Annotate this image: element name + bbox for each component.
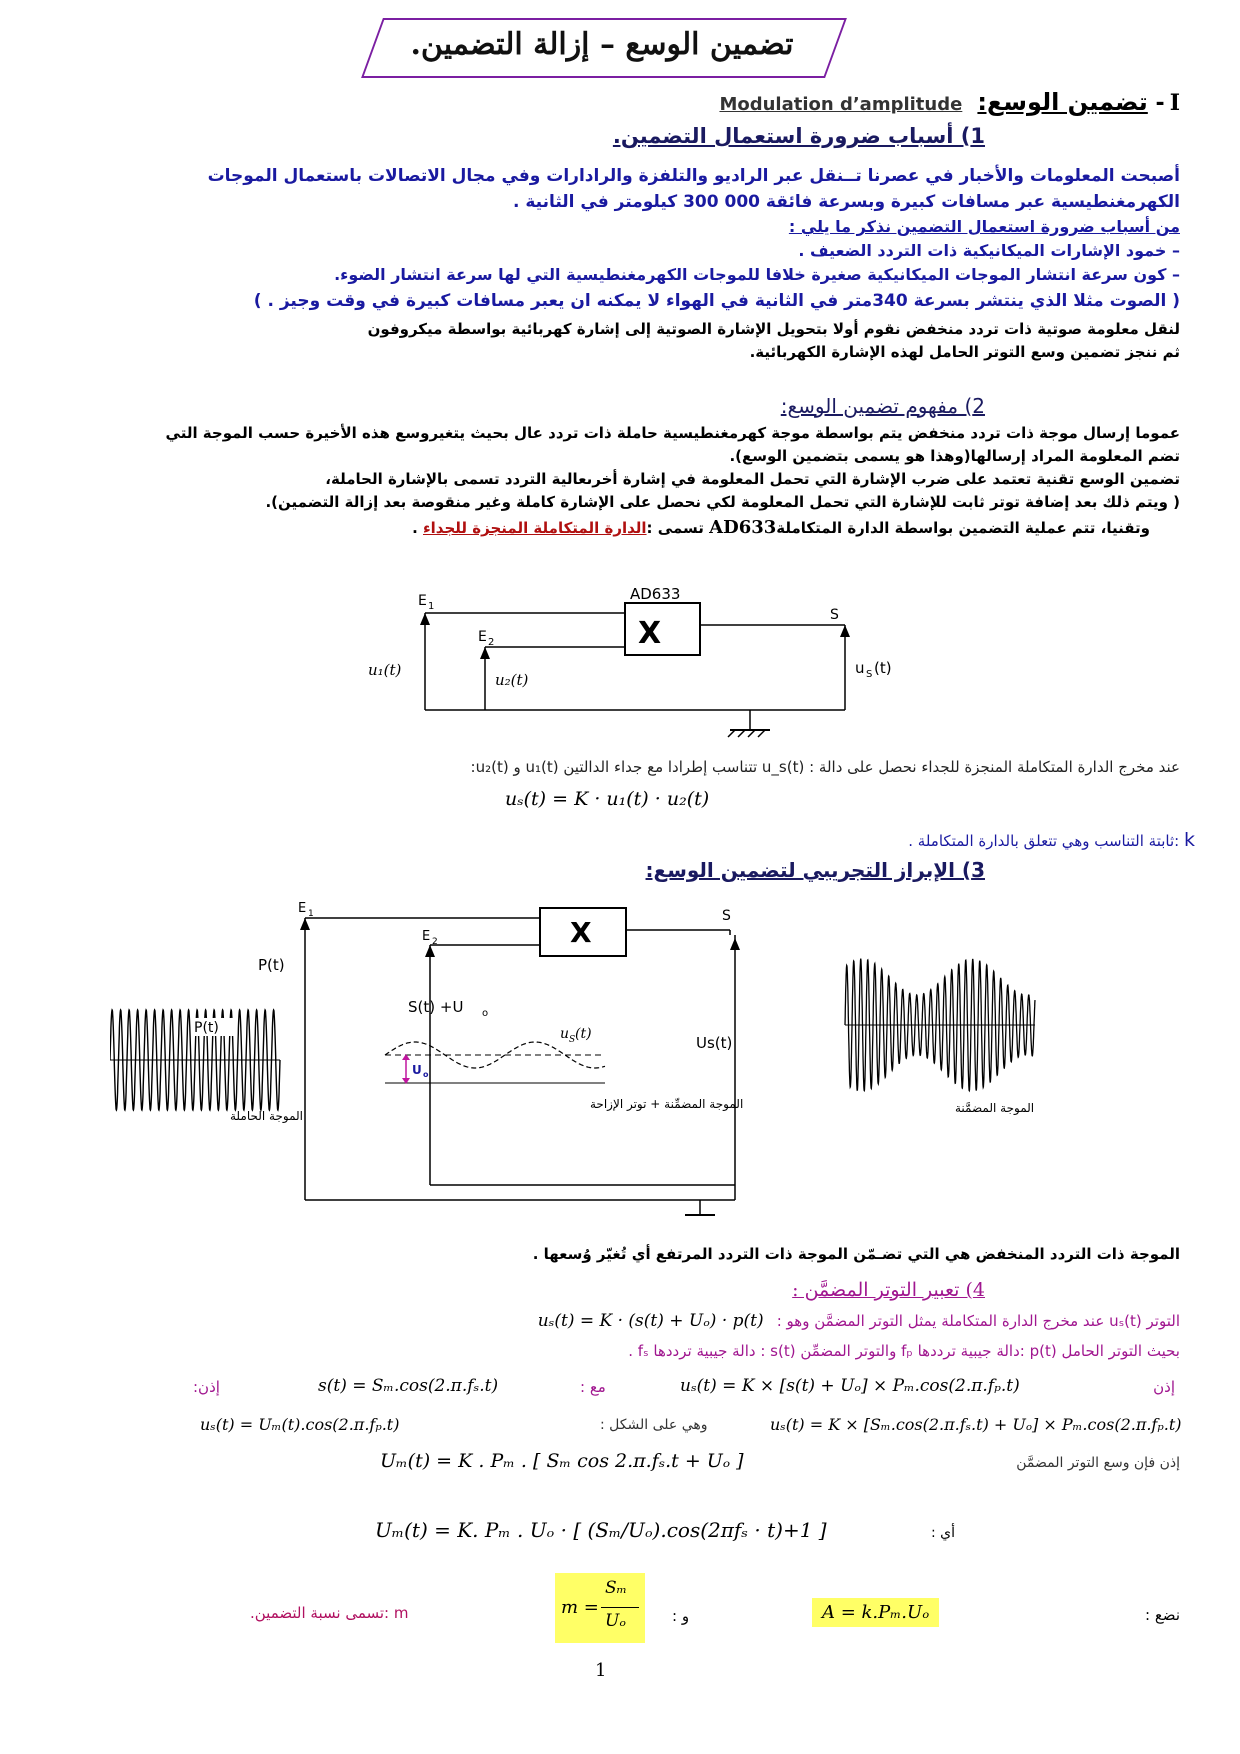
sub4-eq-l6: Uₘ(t) = K. Pₘ . Uₒ · [ (Sₘ/Uₒ).cos(2πfₛ · t)+1 ]: [375, 1518, 827, 1542]
section-heading-fr: Modulation d’amplitude: [719, 94, 963, 115]
section-heading: I - تضمين الوسع: Modulation d’amplitude: [719, 88, 1180, 116]
us-italic-t: (t): [575, 1026, 592, 1042]
m-den: Uₒ: [605, 1611, 626, 1631]
s-label: S: [830, 607, 839, 623]
sub1-example: ( الصوت مثلا الذي ينتشر بسرعة 340متر في الثانية في الهواء لا يمكنه ان يعبر مسافات كبيرة في وقت وجيز . ): [253, 291, 1180, 311]
e2-sub-2: 2: [432, 937, 438, 947]
k-line: [908, 829, 1195, 851]
sub2-p3: تضمين الوسع تقنية تعتمد على ضرب الإشارة التي تحمل المعلومة في إشارة أخرىعالية التردد تسمى بالإشارة الحاملة،: [325, 470, 1180, 488]
st-uo-sub: o: [482, 1008, 489, 1019]
uo-label: U: [412, 1063, 422, 1077]
formula1-eq: uₛ(t) = K · u₁(t) · u₂(t): [505, 788, 710, 810]
sub2-p1: عموما إرسال موجة ذات تردد منخفض يتم بواسطة موجة كهرمغنطيسية حاملة ذات تردد عال بحيث يتغيروسع هذه الأخيرة حسب الموجة التي: [165, 424, 1180, 442]
ad633-label: AD633: [709, 517, 777, 538]
modulated-caption: الموجة المضمَّنة: [955, 1101, 1035, 1115]
e1-label: E: [418, 593, 427, 609]
sub1-para: أصبحت المعلومات والأخبار في عصرنا تــنقل عبر الراديو والتلفزة والرادارات وفي مجال الاتصالات باستعمال الموجات الكهرمغنطيسية عبر مسافات كبيرة وبسرعة فائقة 000 300 كيلومتر في الثانية .: [207, 166, 1180, 212]
sub4-eq-l3b: s(t) = Sₘ.cos(2.π.fₛ.t): [318, 1376, 499, 1396]
sub4-eq-l3a: uₛ(t) = K × [s(t) + Uₒ] × Pₘ.cos(2.π.fₚ.t): [680, 1376, 1020, 1396]
sub4-l1-eq: uₛ(t) = K · (s(t) + Uₒ) · p(t): [537, 1311, 764, 1331]
sub4-l1-ar: التوتر uₛ(t) عند مخرج الدارة المتكاملة يمثل التوتر المضمَّن وهو :: [776, 1312, 1180, 1330]
sub2-p5: [412, 517, 1150, 538]
sub2-p5c: تسمى :: [646, 519, 710, 537]
sub4-nada: نضع :: [1145, 1606, 1180, 1624]
sub4-l6-ar: أي :: [930, 1525, 955, 1541]
sub1-heading: 1) أسباب ضرورة استعمال التضمين.: [612, 124, 985, 148]
us-label: u: [855, 659, 865, 677]
e1-sub-2: 1: [308, 909, 314, 919]
u2-arrow: [480, 647, 490, 659]
modulated-wave: [845, 959, 1035, 1091]
pt-label: P(t): [258, 956, 285, 974]
sub1-black-1: لنقل معلومة صوتية ذات تردد منخفض نقوم أولا بتحويل الإشارة الصوتية إلى إشارة كهربائية بواسطة ميكروفون: [367, 320, 1180, 338]
us-label-2: Us(t): [696, 1034, 733, 1052]
sub4-eq-l4a: uₛ(t) = K × [Sₘ.cos(2.π.fₛ.t) + Uₒ] × Pₘ.cos(2.π.fₚ.t): [770, 1415, 1182, 1434]
sub4-eq-l5: Uₘ(t) = K . Pₘ . [ Sₘ cos 2.π.fₛ.t + Uₒ ]: [380, 1450, 744, 1472]
sub4-line2: بحيث التوتر الحامل p(t) :دالة جيبية ترددها fₚ والتوتر المضمِّن s(t) : دالة جيبية ترددها fₛ .: [628, 1342, 1180, 1360]
pt-inner-label: P(t): [194, 1020, 219, 1036]
section-numeral: I: [1169, 90, 1180, 116]
page-number: 1: [595, 1660, 607, 1681]
m-num: Sₘ: [605, 1578, 628, 1598]
e1-label-2: E: [298, 901, 307, 916]
u1-label: u₁(t): [368, 661, 402, 679]
sub1-reason-1: – خمود الإشارات الميكانيكية ذات التردد الضعيف .: [798, 241, 1180, 260]
u2-label: u₂(t): [495, 671, 529, 689]
s-label-2: S: [722, 908, 731, 924]
us-italic-sub: S: [569, 1035, 576, 1045]
sub4-heading: 4) تعبير التوتر المضمَّن :: [792, 1279, 985, 1301]
sub2-heading: 2) مفهوم تضمين الوسع:: [780, 394, 985, 418]
us-sub: S: [866, 669, 873, 680]
us-italic: u: [560, 1026, 570, 1042]
sub4-m-def: [555, 1573, 645, 1643]
modulating-caption: الموجة المضمِّنة + توتر الإزاحة: [590, 1097, 744, 1111]
u1-arrow: [420, 613, 430, 625]
multiplier-diagram: [360, 585, 940, 760]
sub1-black-2: ثم ننجز تضمين وسع التوتر الحامل لهذه الإشارة الكهربائية.: [749, 343, 1180, 361]
st-uo-label: S(t) +U: [408, 998, 464, 1016]
multiply-symbol-2: X: [570, 916, 592, 949]
sub4-l4-ar: وهي على الشكل :: [600, 1417, 708, 1433]
us-t: (t): [874, 659, 892, 677]
multiplier-box: [625, 603, 700, 655]
sub4-maa: مع :: [580, 1378, 606, 1396]
sub4-wa: : و: [672, 1607, 690, 1625]
sub2-p5d: الدارة المتكاملة المنجزة للجداء: [423, 519, 647, 537]
sub2-p2: تضم المعلومة المراد إرسالها(وهذا هو يسمى بتضمين الوسع).: [729, 447, 1180, 465]
k-symbol: k: [1183, 829, 1195, 851]
sub4-l5-ar: إذن فإن وسع التوتر المضمَّن: [1016, 1455, 1180, 1471]
low-freq-note: الموجة ذات التردد المنخفض هي التي تضـمّن الموجة ذات التردد المرتفع أي تُغيّر وُسعها .: [532, 1245, 1180, 1263]
section-heading-ar: تضمين الوسع:: [977, 88, 1148, 116]
page-title: تضمين الوسع – إزالة التضمين.: [410, 27, 794, 62]
sub4-eq-l4b: uₛ(t) = Uₘ(t).cos(2.π.fₚ.t): [200, 1415, 400, 1434]
sub4-idhan2: إذن:: [193, 1378, 220, 1396]
m-lhs: m =: [561, 1597, 599, 1618]
sub4-A-def: A = k.Pₘ.Uₒ: [812, 1598, 939, 1627]
uo-sub: o: [423, 1070, 429, 1079]
sub3-heading: 3) الإبراز التجريبي لتضمين الوسع:: [645, 858, 985, 882]
e2-label: E: [478, 629, 487, 645]
e2-label-2: E: [422, 929, 431, 944]
multiply-symbol: X: [638, 616, 662, 651]
sub1-reasons-intro: من أسباب ضرورة استعمال التضمين نذكر ما يلي :: [788, 217, 1180, 236]
experimental-diagram: [110, 890, 1180, 1235]
k-text: :ثابتة التناسب وهي تتعلق بالدارة المتكاملة .: [908, 832, 1180, 850]
sub2-p4: ( ويتم ذلك بعد إضافة توتر ثابت للإشارة التي تحمل المعلومة لكي نحصل على الإشارة كاملة وغير منقوصة بعد إزالة التضمين).: [265, 493, 1180, 511]
e1-sub: 1: [428, 601, 435, 612]
sub4-idhan1: إذن: [1153, 1378, 1175, 1396]
e2-sub: 2: [488, 637, 495, 648]
sub4-m-text: m :تسمى نسبة التضمين.: [250, 1604, 409, 1622]
sub2-p5e: .: [412, 519, 423, 537]
sub1-reason-2: – كون سرعة انتشار الموجات الميكانيكية صغيرة خلافا للموجات الكهرمغنطيسية التي لها سرعة انتشار الضوء.: [334, 265, 1180, 284]
chip-label: AD633: [630, 585, 681, 603]
us-arrow: [840, 625, 850, 637]
carrier-caption: الموجة الحاملة: [230, 1109, 304, 1123]
sub2-p5a: وتقنيا، تتم عملية التضمين بواسطة الدارة المتكاملة: [776, 519, 1150, 537]
sub4-line1: [180, 1311, 1180, 1331]
formula1-text: عند مخرج الدارة المتكاملة المنجزة للجداء نحصل على دالة : u_s(t) تتناسب إطرادا مع جداء الدالتين u₁(t) و u₂(t):: [470, 758, 1180, 776]
